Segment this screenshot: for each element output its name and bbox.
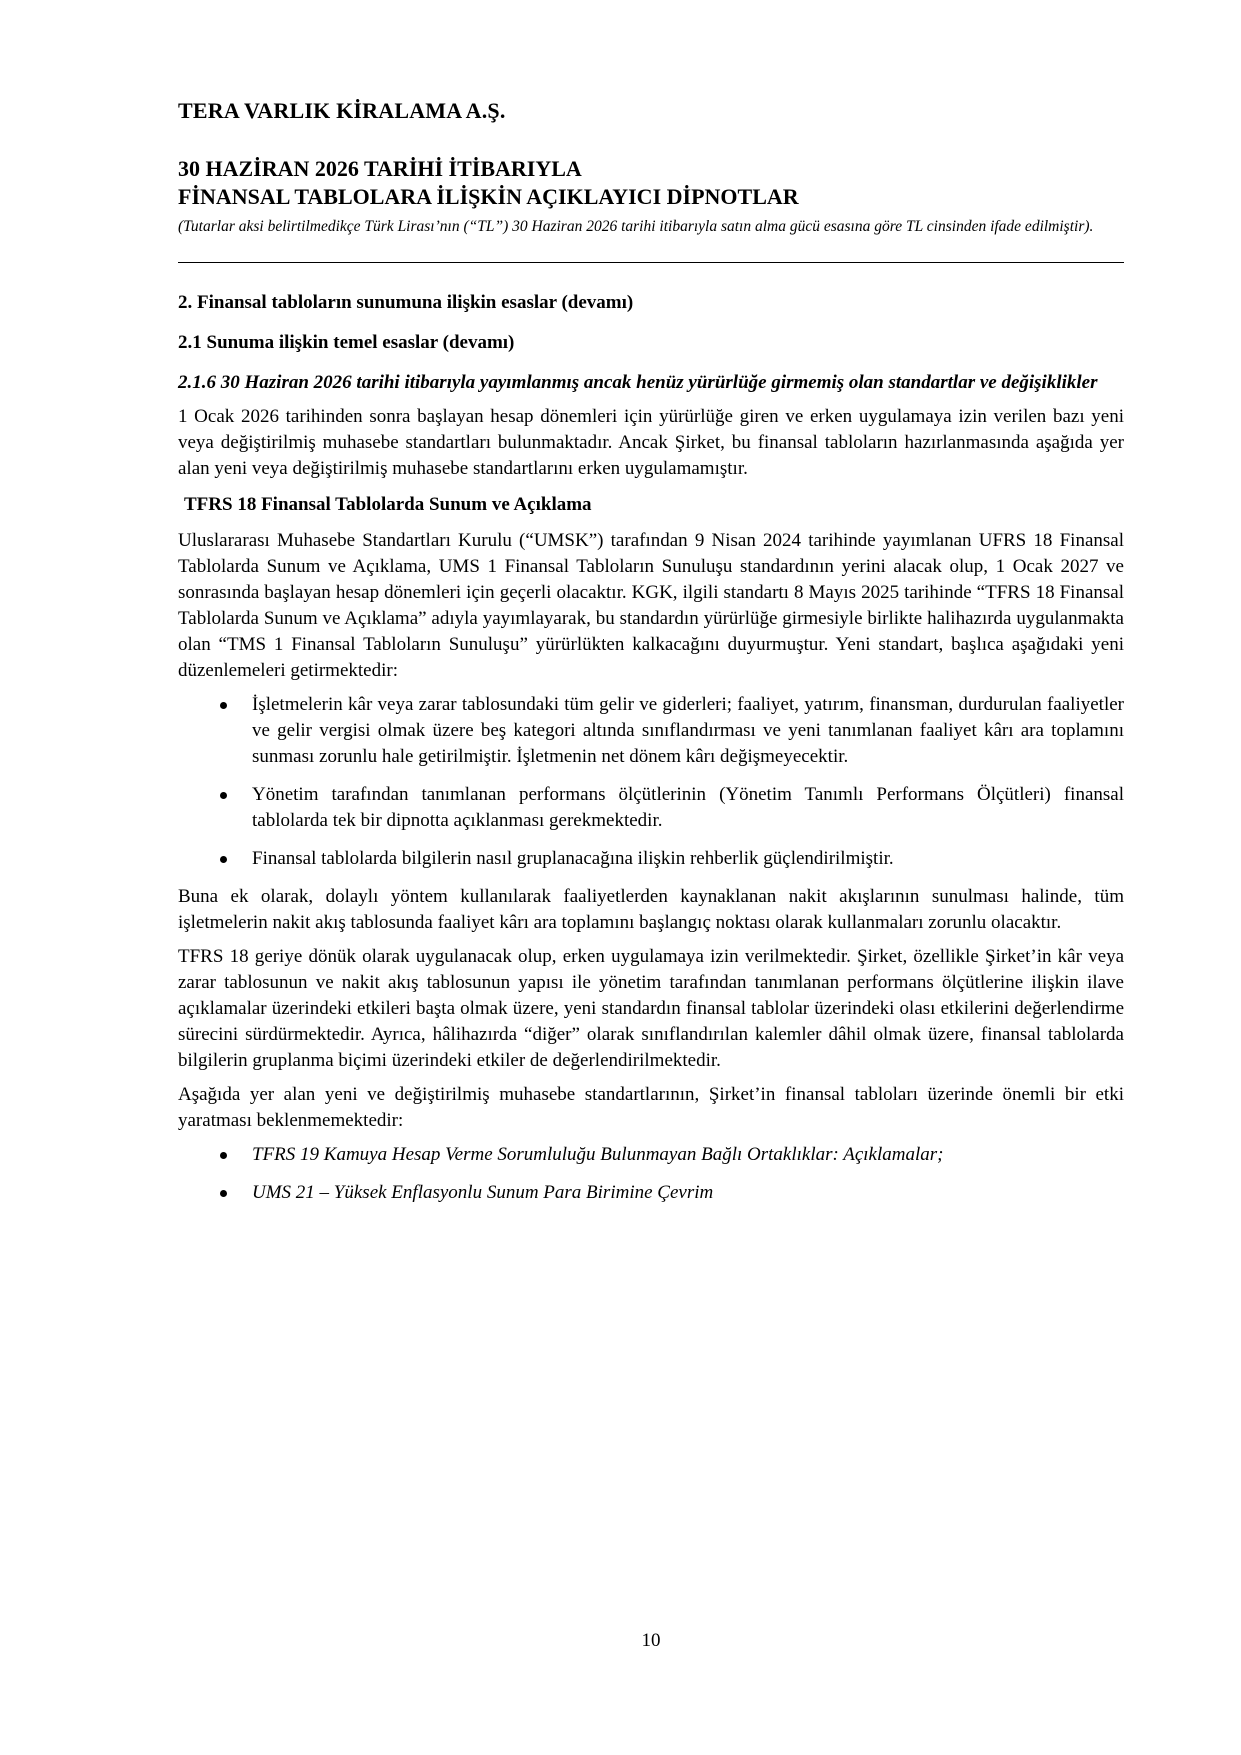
- standards-list: [178, 1142, 1124, 1206]
- page-number: 10: [641, 1630, 661, 1651]
- bullet-icon: [220, 792, 227, 799]
- list-item: [178, 1180, 1124, 1206]
- document-title-line-1: 30 HAZİRAN 2026 TARİHİ İTİBARIYLA: [178, 156, 582, 181]
- list-item-text: İşletmelerin kâr veya zarar tablosundaki tüm gelir ve giderleri; faaliyet, yatırım, finansman, durdurulan faaliyetler ve gelir vergisi olmak üzere beş kategori altında sınıflandırması ve yeni tanımlanan faaliyet kârı ara toplamını sunması zorunlu hale getirilmiştir. İşletmenin net dönem kârı değişmeyecektir.: [252, 694, 1124, 767]
- list-item-text: Yönetim tarafından tanımlanan performans ölçütlerinin (Yönetim Tanımlı Performans Ölçütleri) finansal tablolarda tek bir dipnotta açıklanması gerekmektedir.: [252, 784, 1124, 831]
- document-title-line-2: FİNANSAL TABLOLARA İLİŞKİN AÇIKLAYICI DİPNOTLAR: [178, 184, 799, 209]
- list-item: [178, 782, 1124, 834]
- tfrs18-heading: TFRS 18 Finansal Tablolarda Sunum ve Açıklama: [184, 494, 592, 515]
- other-standards-paragraph: Aşağıda yer alan yeni ve değiştirilmiş muhasebe standartlarının, Şirket’in finansal tabloları üzerinde önemli bir etki yaratması beklenmemektedir:: [178, 1084, 1124, 1131]
- list-item-text: UMS 21 – Yüksek Enflasyonlu Sunum Para Birimine Çevrim: [252, 1182, 714, 1203]
- currency-note: (Tutarlar aksi belirtilmedikçe Türk Lirası’nın (“TL”) 30 Haziran 2026 tarihi itibarıyla satın alma gücü esasına göre TL cinsinden ifade edilmiştir).: [178, 218, 1094, 235]
- list-item: [178, 846, 1124, 872]
- company-name: TERA VARLIK KİRALAMA A.Ş.: [178, 98, 506, 123]
- tfrs18-paragraph: Uluslararası Muhasebe Standartları Kurulu (“UMSK”) tarafından 9 Nisan 2024 tarihinde yayımlanan UFRS 18 Finansal Tablolarda Sunum ve Açıklama, UMS 1 Finansal Tabloların Sunuluşu standardının yerini alacak olup, 1 Ocak 2027 ve sonrasında başlayan hesap dönemleri için geçerli olacaktır. KGK, ilgili standartı 8 Mayıs 2025 tarihinde “TFRS 18 Finansal Tablolarda Sunum ve Açıklama” adıyla yayımlayarak, bu standardın yürürlüğe girmesiyle birlikte halihazırda uygulanmakta olan “TMS 1 Finansal Tabloların Sunuluşu” yürürlükten kalkacağını duyurmuştur. Yeni standart, başlıca aşağıdaki yeni düzenlemeleri getirmektedir:: [178, 530, 1124, 681]
- list-item: [178, 1142, 1124, 1168]
- bullet-icon: [220, 1152, 227, 1159]
- subsection-heading: 2.1 Sunuma ilişkin temel esaslar (devamı): [178, 332, 515, 353]
- list-item-text: Finansal tablolarda bilgilerin nasıl gruplanacağına ilişkin rehberlik güçlendirilmiştir.: [252, 848, 894, 869]
- page-content: [178, 290, 1124, 1218]
- intro-paragraph: 1 Ocak 2026 tarihinden sonra başlayan hesap dönemleri için yürürlüğe giren ve erken uygulamaya izin verilen bazı yeni veya değiştirilmiş muhasebe standartları bulunmaktadır. Ancak Şirket, bu finansal tabloların hazırlanmasında aşağıda yer alan yeni veya değiştirilmiş muhasebe standartlarını erken uygulamamıştır.: [178, 406, 1124, 479]
- cash-flow-paragraph: Buna ek olarak, dolaylı yöntem kullanılarak faaliyetlerden kaynaklanan nakit akışlarının sunulması halinde, tüm işletmelerin nakit akış tablosunda faaliyet kârı ara toplamını başlangıç noktası olarak kullanmaları zorunlu olacaktır.: [178, 886, 1124, 933]
- header-divider: [178, 262, 1124, 263]
- bullet-icon: [220, 1190, 227, 1197]
- tfrs18-bullet-list: [178, 692, 1124, 872]
- section-heading: 2. Finansal tabloların sunumuna ilişkin esaslar (devamı): [178, 292, 634, 313]
- list-item-text: TFRS 19 Kamuya Hesap Verme Sorumluluğu Bulunmayan Bağlı Ortaklıklar: Açıklamalar;: [252, 1144, 944, 1165]
- bullet-icon: [220, 856, 227, 863]
- subsubsection-heading: 2.1.6 30 Haziran 2026 tarihi itibarıyla yayımlanmış ancak henüz yürürlüğe girmemiş olan standartlar ve değişiklikler: [178, 372, 1098, 393]
- bullet-icon: [220, 702, 227, 709]
- tfrs18-impact-paragraph: TFRS 18 geriye dönük olarak uygulanacak olup, erken uygulamaya izin verilmektedir. Şirket, özellikle Şirket’in kâr veya zarar tablosunun ve nakit akış tablosunun yapısı ile yönetim tarafından tanımlanan performans ölçütlerine ilişkin ilave açıklamalar üzerindeki etkileri başta olmak üzere, yeni standardın finansal tablolar üzerindeki olası etkilerini değerlendirme sürecini sürdürmektedir. Ayrıca, hâlihazırda “diğer” olarak sınıflandırılan kalemler dâhil olmak üzere, finansal tablolarda bilgilerin gruplanma biçimi üzerindeki etkiler de değerlendirilmektedir.: [178, 946, 1124, 1071]
- list-item: [178, 692, 1124, 770]
